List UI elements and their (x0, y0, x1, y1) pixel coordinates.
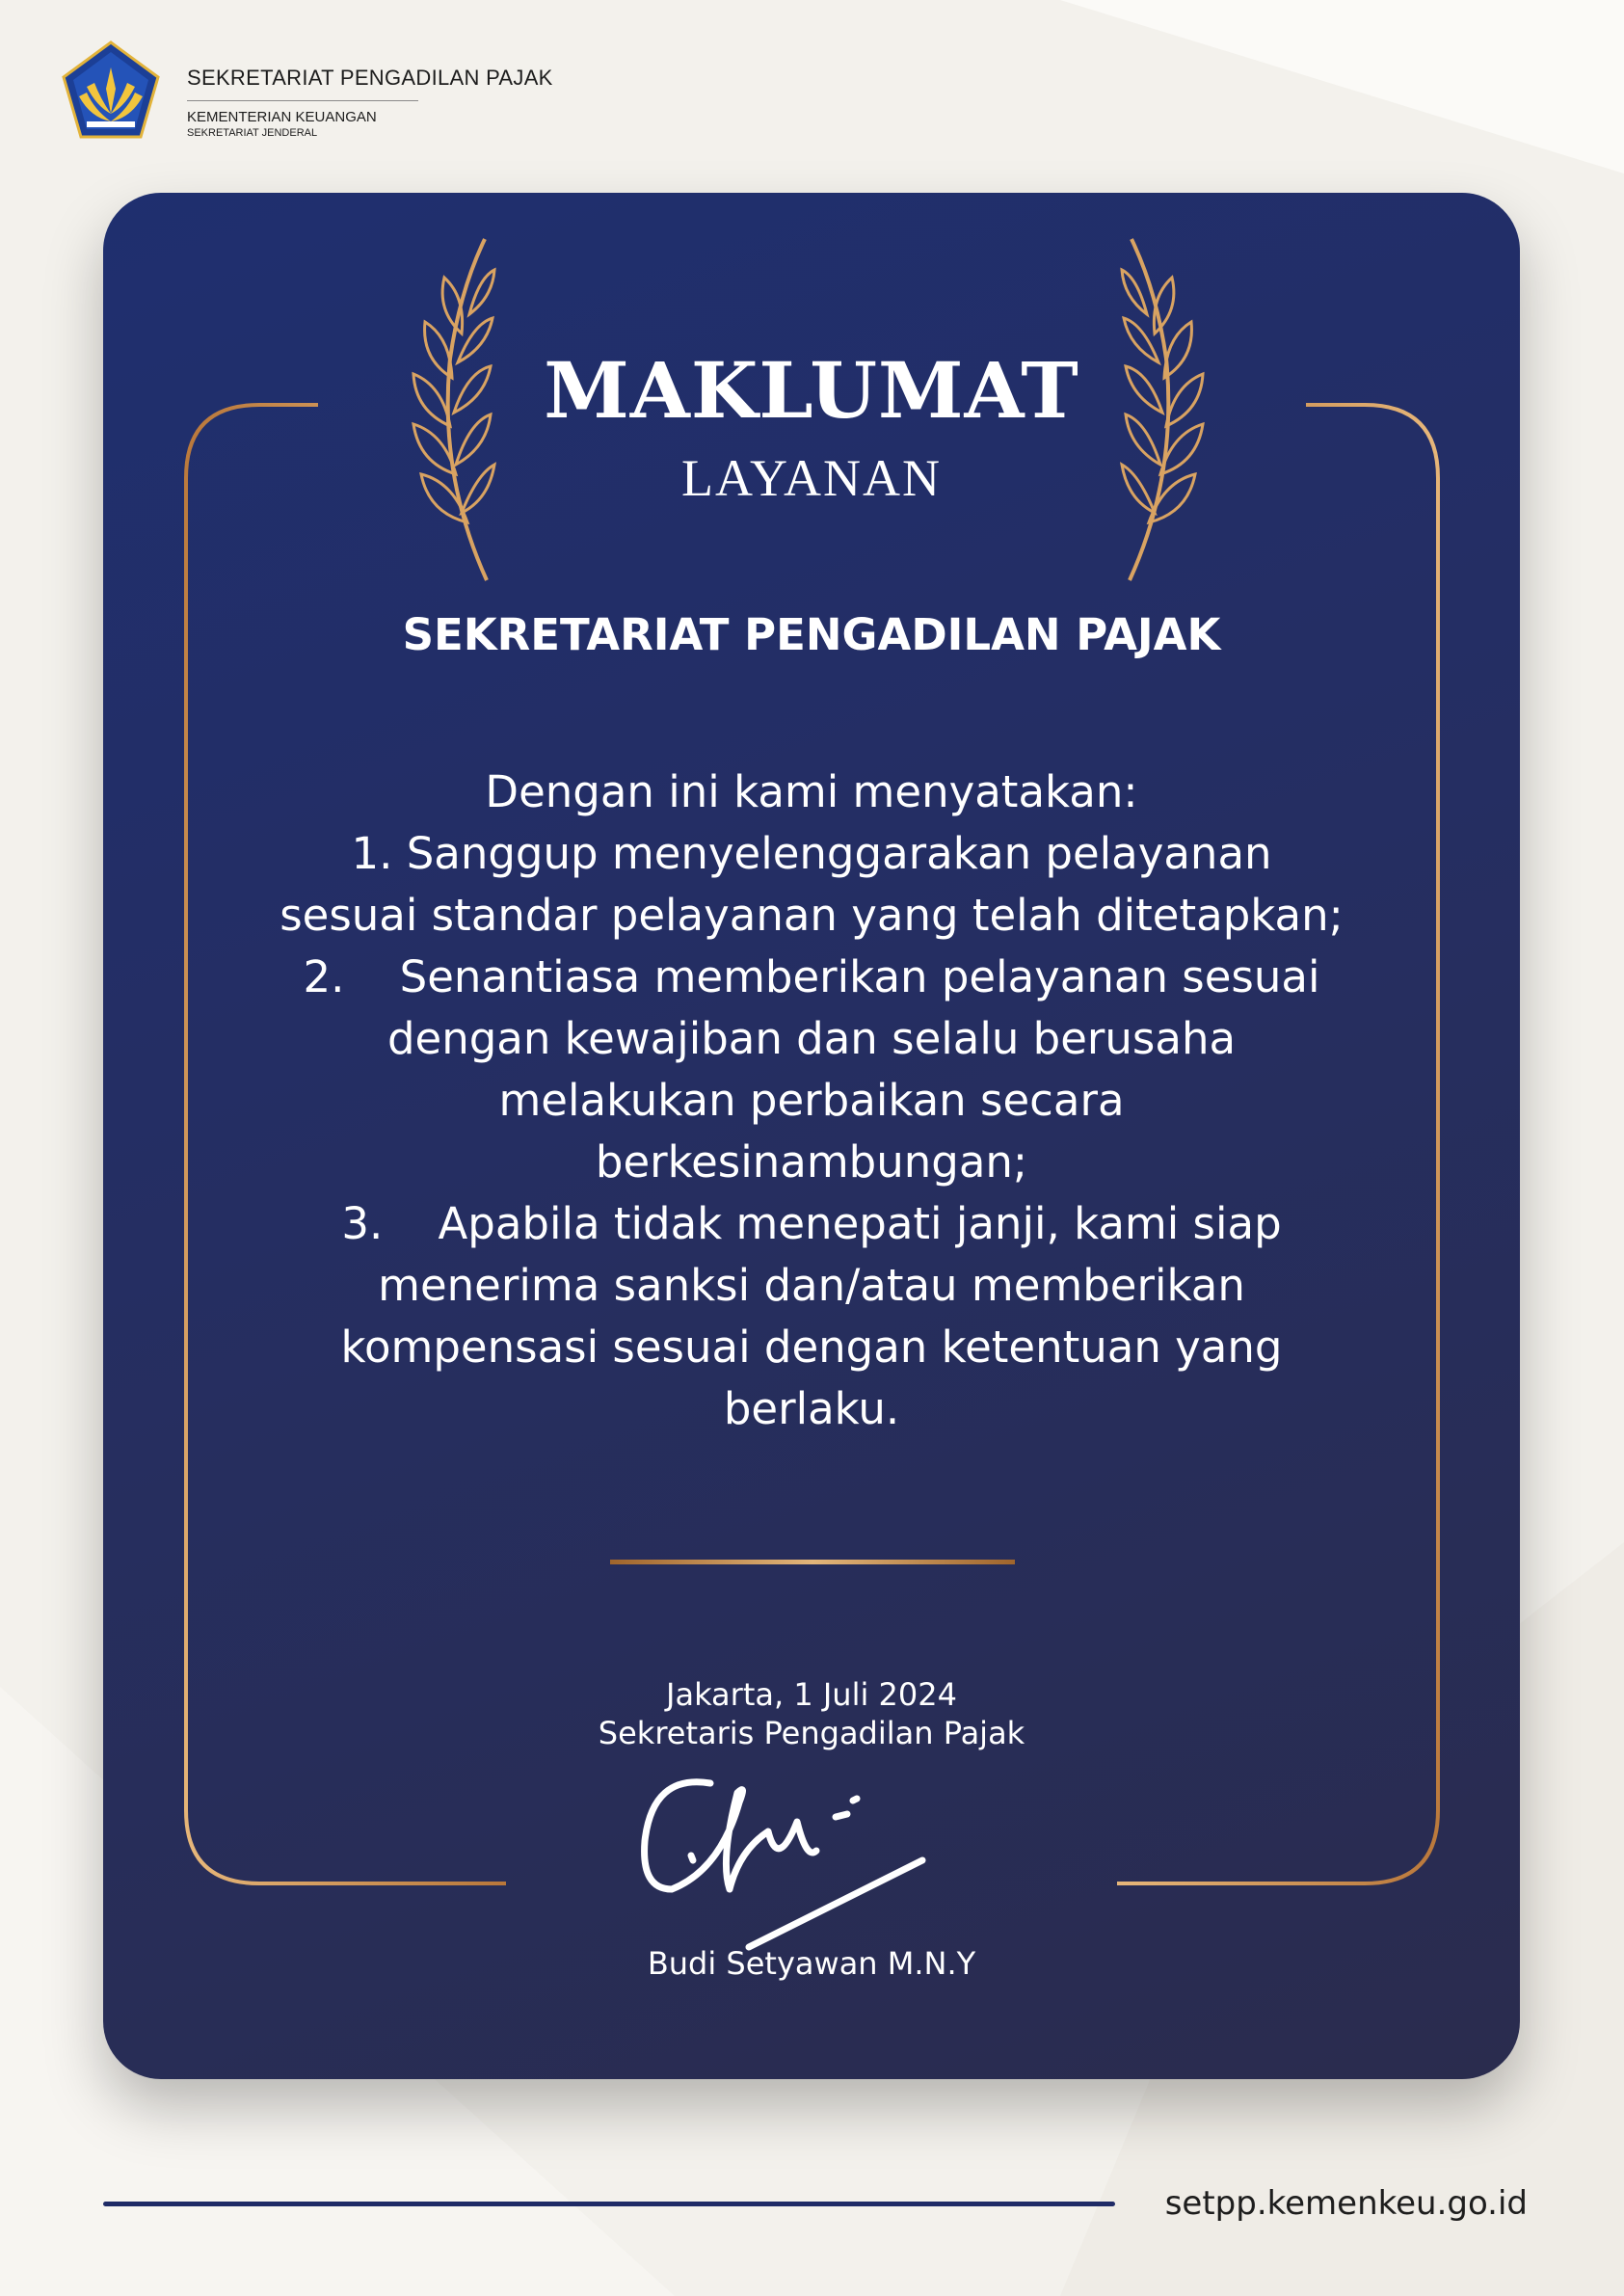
signer-name: Budi Setyawan M.N.Y (647, 1945, 976, 1982)
header-divider (187, 100, 418, 101)
footer-divider (103, 2202, 1115, 2206)
header-text (187, 66, 592, 139)
header-org-title: SEKRETARIAT PENGADILAN PAJAK (187, 66, 553, 90)
statement-body (277, 761, 1346, 1440)
statement-intro: Dengan ini kami menyatakan: (485, 766, 1138, 817)
header-ministry: KEMENTERIAN KEUANGAN (187, 109, 377, 125)
website-link[interactable]: setpp.kemenkeu.go.id (1164, 2184, 1528, 2223)
statement-item-1: 1. Sanggup menyelenggarakan pelayanan sesuai standar pelayanan yang telah ditetapkan; (280, 828, 1344, 941)
handwritten-signature (633, 1764, 971, 1957)
document-title: MAKLUMAT (544, 345, 1079, 436)
place-date: Jakarta, 1 Juli 2024 (666, 1676, 957, 1713)
statement-item-3: 3. Apabila tidak menepati janji, kami siap menerima sanksi dan/atau memberikan kompensasi sesuai dengan ketentuan yang berlaku. (340, 1198, 1296, 1434)
statement-item-2: 2. Senantiasa memberikan pelayanan sesuai dengan kewajiban dan selalu berusaha melakukan perbaikan secara berkesinambungan; (303, 951, 1334, 1188)
signature-block (103, 1675, 1520, 1752)
kemenkeu-logo-icon (58, 39, 164, 145)
organization-name: SEKRETARIAT PENGADILAN PAJAK (402, 609, 1221, 660)
maklumat-card (103, 193, 1520, 2079)
gold-divider (610, 1560, 1015, 1564)
signer-position: Sekretaris Pengadilan Pajak (598, 1715, 1025, 1751)
document-subtitle: LAYANAN (680, 449, 943, 507)
header-unit: SEKRETARIAT JENDERAL (187, 127, 318, 139)
